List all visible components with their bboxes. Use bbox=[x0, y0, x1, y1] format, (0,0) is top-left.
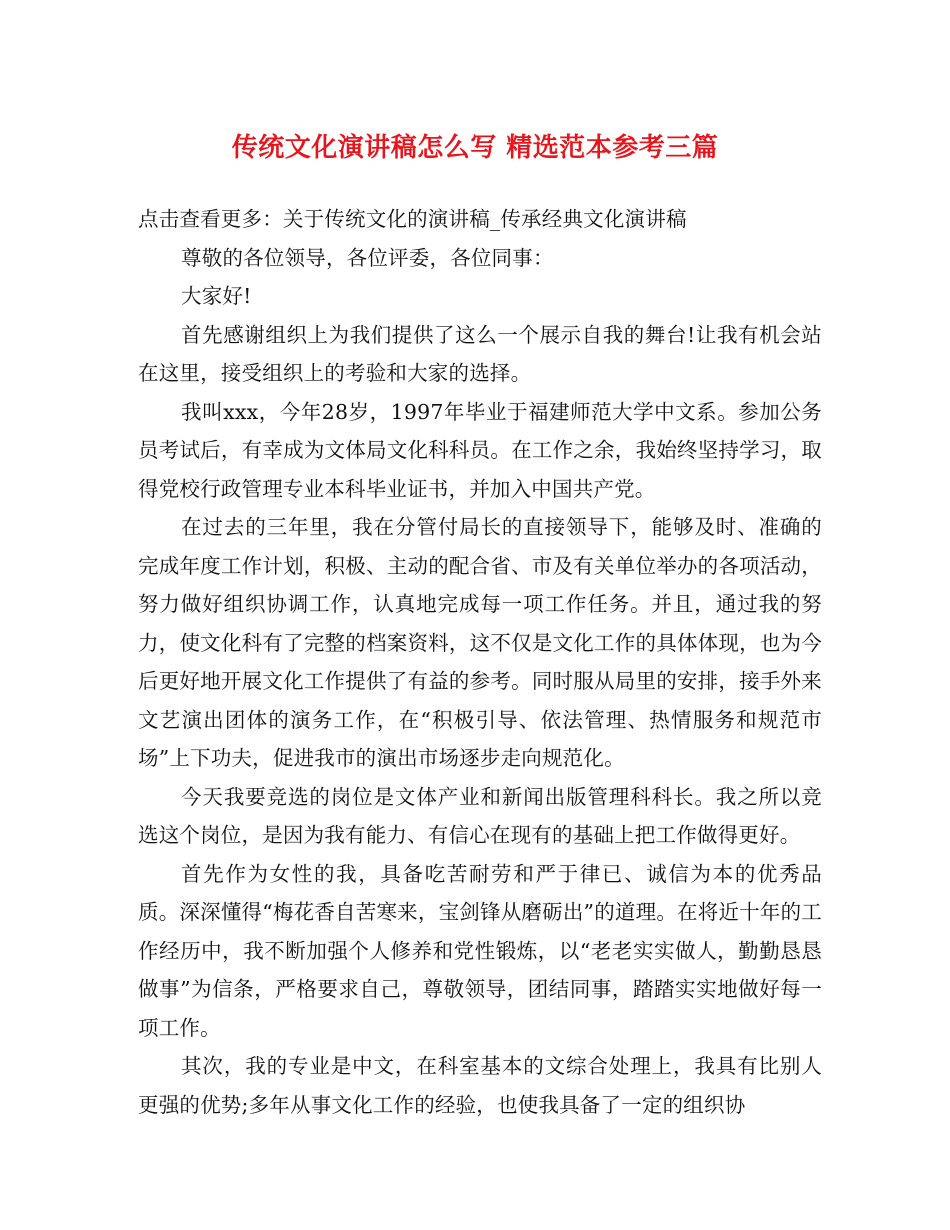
document-body bbox=[138, 200, 822, 1124]
greeting: 大家好! bbox=[181, 284, 252, 308]
lead-link[interactable]: 点击查看更多：关于传统文化的演讲稿_传承经典文化演讲稿 bbox=[138, 207, 687, 231]
document-title: 传统文化演讲稿怎么写 精选范本参考三篇 bbox=[231, 133, 719, 163]
paragraph: 首先感谢组织上为我们提供了这么一个展示自我的舞台!让我有机会站在这里，接受组织上的考验和大家的选择。 bbox=[138, 322, 822, 385]
paragraph: 首先作为女性的我，具备吃苦耐劳和严于律已、诚信为本的优秀品质。深深懂得“梅花香自苦寒来，宝剑锋从磨砺出”的道理。在将近十年的工作经历中，我不断加强个人修养和党性锻炼，以“老老实实做人，勤勤恳恳做事”为信条，严格要求自己，尊敬领导，团结同事，踏踏实实地做好每一项工作。 bbox=[138, 861, 822, 1040]
salutation: 尊敬的各位领导，各位评委，各位同事： bbox=[181, 245, 554, 270]
paragraph: 其次，我的专业是中文，在科室基本的文综合处理上，我具有比别人更强的优势;多年从事文化工作的经验，也使我具备了一定的组织协 bbox=[138, 1054, 822, 1117]
paragraph: 我叫xxx，今年28岁，1997年毕业于福建师范大学中文系。参加公务员考试后，有幸成为文体局文化科科员。在工作之余，我始终坚持学习，取得党校行政管理专业本科毕业证书，并加入中国共产党。 bbox=[138, 399, 822, 501]
paragraph: 在过去的三年里，我在分管付局长的直接领导下，能够及时、准确的完成年度工作计划，积极、主动的配合省、市及有关单位举办的各项活动，努力做好组织协调工作，认真地完成每一项工作任务。并且，通过我的努力，使文化科有了完整的档案资料，这不仅是文化工作的具体体现，也为今后更好地开展文化工作提供了有益的参考。同时服从局里的安排，接手外来文艺演出团体的演务工作，在“积极引导、依法管理、热情服务和规范市场”上下功夫，促进我市的演出市场逐步走向规范化。 bbox=[138, 515, 822, 770]
paragraph: 今天我要竞选的岗位是文体产业和新闻出版管理科科长。我之所以竞选这个岗位，是因为我有能力、有信心在现有的基础上把工作做得更好。 bbox=[138, 784, 822, 847]
